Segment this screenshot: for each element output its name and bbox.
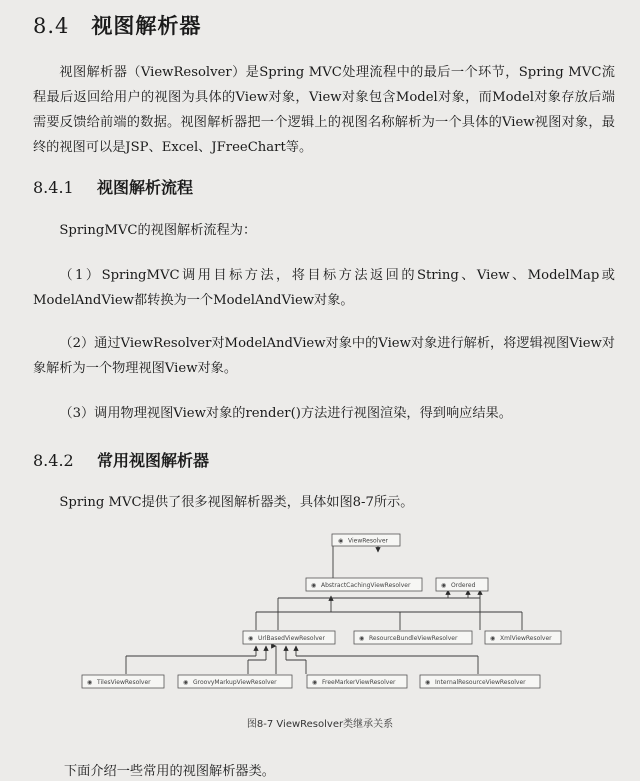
class-icon: ◉ [338,537,344,545]
class-icon: ◉ [311,582,317,589]
box-tiles-label: TilesViewResolver [97,679,151,686]
box-groovy-markup-label: GroovyMarkupViewResolver [193,679,277,686]
box-abstract-caching [306,578,422,591]
resolvers-lead: Spring MVC提供了很多视图解析器类，具体如图8-7所示。 [59,495,414,510]
flow-step-2: （2）通过ViewResolver对ModelAndView对象中的View对象进行解析，将逻辑视图View对象解析为一个物理视图View对象。 [33,336,615,376]
box-internal-resource [420,675,540,688]
box-url-based [243,631,335,644]
class-icon: ◉ [490,635,496,642]
class-icon: ◉ [312,679,318,686]
box-ordered [436,578,488,591]
box-xml-view [485,631,561,644]
box-freemarker-label: FreeMarkerViewResolver [322,679,396,686]
section-number: 8.4 [33,14,70,38]
flow-step-1: （1）SpringMVC调用目标方法，将目标方法返回的String、View、ModelMap或ModelAndView都转换为一个ModelAndView对象。 [33,268,615,308]
figure-caption: 图8-7 ViewResolver类继承关系 [246,719,394,730]
class-hierarchy-svg [78,527,562,699]
box-resource-bundle-label: ResourceBundleViewResolver [369,635,458,642]
box-groovy-markup [178,675,292,688]
box-internal-resource-label: InternalResourceViewResolver [435,679,526,686]
box-tiles [82,675,164,688]
subsection-heading-1 [33,175,193,198]
box-ordered-label: Ordered [451,582,476,589]
class-icon: ◉ [183,679,189,686]
section-title: 视图解析器 [91,13,202,38]
subsection-number-2: 8.4.2 [33,451,74,470]
subsection-title-2: 常用视图解析器 [97,451,210,470]
class-icon: ◉ [425,679,431,686]
box-freemarker [307,675,407,688]
box-url-based-label: UrlBasedViewResolver [258,635,325,642]
class-hierarchy-diagram [78,527,562,699]
inheritance-lines [126,537,522,674]
box-abstract-caching-label: AbstractCachingViewResolver [321,582,411,589]
flow-lead: SpringMVC的视图解析流程为： [59,223,257,238]
box-view-resolver-label: ViewResolver [348,537,389,545]
closing-paragraph: 下面介绍一些常用的视图解析器类。 [64,764,275,779]
interface-icon: ◉ [441,582,447,589]
intro-paragraph: 视图解析器（ViewResolver）是Spring MVC处理流程中的最后一个环节，Spring MVC流程最后返回给用户的视图为具体的View对象，View对象包含Model对象，而Model对象存放后端需要反馈给前端的数据。视图解析器把一个逻辑上的视图名称解析为一个具体的View视图对象，最终的视图可以是JSP、Excel、JFreeChart等。 [33,65,615,155]
box-xml-view-label: XmlViewResolver [500,635,552,642]
flow-step-3: （3）调用物理视图View对象的render()方法进行视图渲染，得到响应结果。 [59,406,512,421]
subsection-heading-2 [33,448,209,471]
box-view-resolver [332,534,400,546]
class-icon: ◉ [248,635,254,642]
class-icon: ◉ [359,635,365,642]
section-heading [33,10,201,40]
box-resource-bundle [354,631,472,644]
subsection-number-1: 8.4.1 [33,178,74,197]
class-icon: ◉ [87,679,93,686]
subsection-title-1: 视图解析流程 [97,178,194,197]
